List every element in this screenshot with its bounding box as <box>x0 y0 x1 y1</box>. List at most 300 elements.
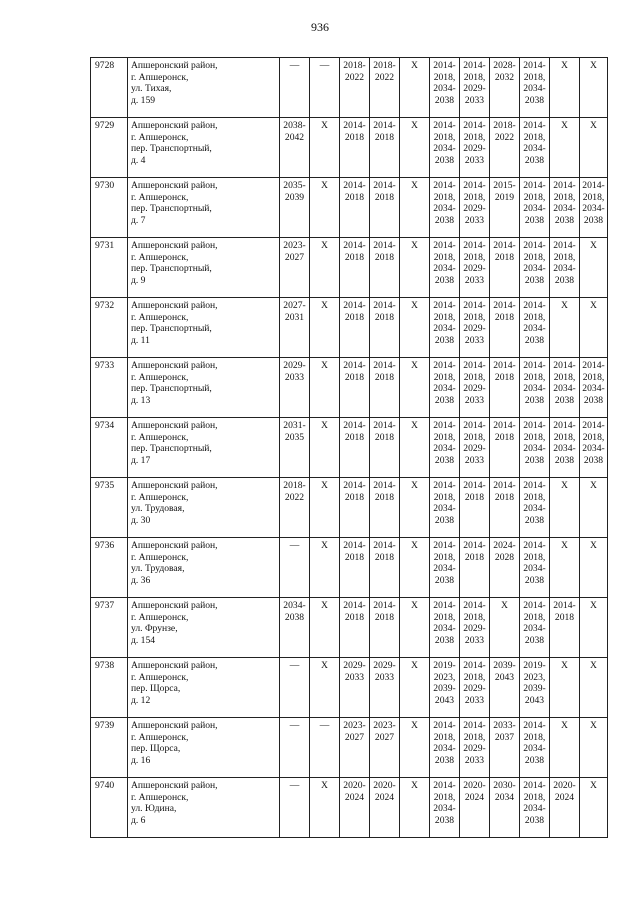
period-line: 2029- <box>463 743 486 755</box>
period-cell <box>520 358 550 418</box>
period-line: Х <box>590 120 597 131</box>
period-line: 2038 <box>554 455 575 467</box>
period-line: 2018 <box>494 491 515 503</box>
address-line: пер. Транспортный, <box>131 443 212 455</box>
table-row <box>91 778 608 838</box>
period-line: 2029- <box>463 203 486 215</box>
period-line: — <box>289 540 300 551</box>
period-line: 2018, <box>582 431 605 443</box>
period-line: 2014- <box>433 360 456 371</box>
period-line: 2014- <box>523 120 546 131</box>
period-line: 2034- <box>283 600 306 611</box>
address-line: Апшеронский район, <box>131 60 218 71</box>
period-line: 2014- <box>523 720 546 731</box>
period-line: 2014- <box>373 120 396 131</box>
period-line: 2029- <box>463 683 486 695</box>
address-cell <box>128 598 280 658</box>
period-cell <box>550 358 580 418</box>
row-number-cell <box>91 118 128 178</box>
period-line: 2018, <box>523 131 546 143</box>
period-line: 2029- <box>463 383 486 395</box>
period-cell <box>520 58 550 118</box>
period-line: 2038 <box>583 215 604 227</box>
row-number: 9733 <box>95 360 115 371</box>
period-line: 2034- <box>433 143 456 155</box>
period-line: 2014- <box>433 60 456 71</box>
period-line: 2014- <box>433 600 456 611</box>
row-number-cell <box>91 478 128 538</box>
row-number-cell <box>91 658 128 718</box>
period-cell <box>280 718 310 778</box>
period-line: 2018, <box>463 191 486 203</box>
period-cell <box>520 298 550 358</box>
address-line: Апшеронский район, <box>131 540 218 551</box>
period-cell <box>580 418 608 478</box>
address-line: ул. Трудовая, <box>131 563 185 575</box>
period-line: 2034- <box>523 83 546 95</box>
period-line: — <box>319 60 330 71</box>
period-line: 2018, <box>553 191 576 203</box>
period-line: 2037 <box>494 731 515 743</box>
period-cell <box>490 418 520 478</box>
period-cell <box>340 658 370 718</box>
period-cell <box>310 118 340 178</box>
period-cell <box>370 658 400 718</box>
table-row <box>91 598 608 658</box>
period-line: 2033 <box>464 635 485 647</box>
period-cell <box>370 58 400 118</box>
period-cell <box>430 358 460 418</box>
address-line: д. 7 <box>131 215 146 227</box>
period-cell <box>370 718 400 778</box>
period-cell <box>430 178 460 238</box>
period-line: Х <box>411 60 418 71</box>
period-line: 2014- <box>553 360 576 371</box>
address-line: г. Апшеронск, <box>131 71 189 83</box>
period-line: 2018 <box>494 251 515 263</box>
period-cell <box>370 118 400 178</box>
period-cell <box>520 778 550 838</box>
period-line: 2018, <box>433 791 456 803</box>
period-cell <box>280 58 310 118</box>
period-line: 2033 <box>464 275 485 287</box>
address-cell <box>128 298 280 358</box>
period-line: Х <box>590 480 597 491</box>
period-line: 2020- <box>343 780 366 791</box>
address-line: Апшеронский район, <box>131 300 218 311</box>
period-line: 2035- <box>283 180 306 191</box>
period-line: 2030- <box>493 780 516 791</box>
period-line: 2019- <box>523 660 546 671</box>
period-line: 2014- <box>493 360 516 371</box>
period-line: 2018- <box>373 60 396 71</box>
period-cell <box>550 658 580 718</box>
period-line: 2034- <box>553 263 576 275</box>
row-number: 9739 <box>95 720 115 731</box>
period-line: 2027 <box>374 731 395 743</box>
period-cell <box>460 358 490 418</box>
period-line: 2014- <box>523 360 546 371</box>
row-number: 9731 <box>95 240 115 251</box>
period-cell <box>310 418 340 478</box>
period-line: 2018, <box>523 71 546 83</box>
period-cell <box>400 418 430 478</box>
period-line: 2018, <box>523 611 546 623</box>
period-line: 2029- <box>463 263 486 275</box>
period-cell <box>490 298 520 358</box>
table-row <box>91 298 608 358</box>
period-cell <box>400 118 430 178</box>
period-cell <box>400 658 430 718</box>
period-cell <box>400 238 430 298</box>
period-line: 2014- <box>433 780 456 791</box>
period-line: 2023, <box>523 671 546 683</box>
period-line: 2024 <box>374 791 395 803</box>
table-row <box>91 718 608 778</box>
period-line: Х <box>590 300 597 311</box>
period-cell <box>490 178 520 238</box>
row-number-cell <box>91 298 128 358</box>
period-cell <box>340 718 370 778</box>
row-number-cell <box>91 238 128 298</box>
row-number: 9734 <box>95 420 115 431</box>
period-line: 2034- <box>523 143 546 155</box>
address-line: г. Апшеронск, <box>131 491 189 503</box>
period-line: Х <box>501 600 508 611</box>
period-line: 2023- <box>343 720 366 731</box>
period-line: 2018 <box>374 611 395 623</box>
period-line: 2033 <box>344 671 365 683</box>
period-cell <box>550 58 580 118</box>
period-line: 2038 <box>524 395 545 407</box>
period-line: 2038 <box>524 515 545 527</box>
period-line: — <box>289 60 300 71</box>
period-line: 2014- <box>523 480 546 491</box>
period-line: 2018, <box>463 311 486 323</box>
period-line: 2014- <box>523 180 546 191</box>
period-cell <box>280 358 310 418</box>
period-cell <box>550 718 580 778</box>
period-line: 2014- <box>343 360 366 371</box>
period-cell <box>580 658 608 718</box>
period-line: 2029- <box>373 660 396 671</box>
period-line: 2014- <box>463 240 486 251</box>
table-row <box>91 58 608 118</box>
period-line: 2029- <box>463 623 486 635</box>
period-cell <box>430 118 460 178</box>
period-cell <box>310 778 340 838</box>
period-line: 2038 <box>524 455 545 467</box>
period-line: 2018, <box>463 131 486 143</box>
period-cell <box>310 238 340 298</box>
period-cell <box>550 538 580 598</box>
period-line: 2018, <box>433 71 456 83</box>
address-line: ул. Тихая, <box>131 83 172 95</box>
table-row <box>91 418 608 478</box>
period-line: 2042 <box>284 131 305 143</box>
period-line: 2018, <box>433 371 456 383</box>
period-line: 2018, <box>582 371 605 383</box>
period-line: 2018 <box>374 191 395 203</box>
period-line: 2018 <box>344 131 365 143</box>
period-line: 2014- <box>553 420 576 431</box>
period-line: 2014- <box>433 300 456 311</box>
period-line: 2028 <box>494 551 515 563</box>
period-line: 2038 <box>524 815 545 827</box>
period-line: 2014- <box>433 480 456 491</box>
period-line: 2028- <box>493 60 516 71</box>
period-line: 2015- <box>493 180 516 191</box>
period-cell <box>580 178 608 238</box>
period-line: 2034- <box>523 803 546 815</box>
period-cell <box>400 58 430 118</box>
period-line: 2031 <box>284 311 305 323</box>
period-cell <box>280 118 310 178</box>
period-line: 2018, <box>553 371 576 383</box>
address-line: пер. Транспортный, <box>131 383 212 395</box>
address-line: ул. Фрунзе, <box>131 623 178 635</box>
period-cell <box>520 538 550 598</box>
address-line: д. 159 <box>131 95 156 107</box>
period-line: 2018 <box>374 251 395 263</box>
period-line: 2014- <box>433 540 456 551</box>
period-line: 2023, <box>433 671 456 683</box>
period-line: 2038 <box>434 155 455 167</box>
period-line: 2033 <box>464 215 485 227</box>
period-line: 2018 <box>344 191 365 203</box>
period-cell <box>580 358 608 418</box>
period-cell <box>430 718 460 778</box>
period-line: 2038 <box>524 215 545 227</box>
period-line: 2029- <box>463 443 486 455</box>
period-line: Х <box>411 720 418 731</box>
period-line: 2018 <box>374 311 395 323</box>
period-line: Х <box>590 720 597 731</box>
address-line: г. Апшеронск, <box>131 731 189 743</box>
address-line: д. 12 <box>131 695 151 707</box>
table-row <box>91 358 608 418</box>
period-line: Х <box>411 300 418 311</box>
period-cell <box>340 358 370 418</box>
period-line: Х <box>321 420 328 431</box>
period-line: 2018, <box>433 551 456 563</box>
period-line: 2018- <box>343 60 366 71</box>
period-line: 2034- <box>553 443 576 455</box>
period-line: Х <box>590 660 597 671</box>
housing-repair-schedule-table <box>90 57 608 838</box>
period-line: 2034- <box>523 383 546 395</box>
period-line: 2033 <box>464 755 485 767</box>
period-line: 2018, <box>553 431 576 443</box>
row-number: 9738 <box>95 660 115 671</box>
address-line: Апшеронский район, <box>131 780 218 791</box>
period-line: 2033- <box>493 720 516 731</box>
address-line: д. 16 <box>131 755 151 767</box>
period-cell <box>400 478 430 538</box>
period-cell <box>550 238 580 298</box>
period-line: 2018, <box>433 311 456 323</box>
period-line: 2033 <box>374 671 395 683</box>
period-line: 2024- <box>493 540 516 551</box>
period-line: Х <box>590 780 597 791</box>
table-row <box>91 478 608 538</box>
period-line: 2034- <box>433 503 456 515</box>
period-cell <box>340 58 370 118</box>
period-line: 2038 <box>434 395 455 407</box>
address-line: пер. Транспортный, <box>131 323 212 335</box>
period-line: 2034 <box>494 791 515 803</box>
period-cell <box>310 298 340 358</box>
period-line: 2014- <box>463 180 486 191</box>
period-cell <box>430 58 460 118</box>
period-line: 2018 <box>374 371 395 383</box>
period-line: 2029- <box>283 360 306 371</box>
period-line: 2014- <box>343 180 366 191</box>
period-line: 2014- <box>343 240 366 251</box>
period-line: 2034- <box>433 803 456 815</box>
period-cell <box>550 418 580 478</box>
period-cell <box>370 778 400 838</box>
period-cell <box>490 718 520 778</box>
period-line: 2014- <box>343 480 366 491</box>
period-line: 2034- <box>433 443 456 455</box>
period-cell <box>550 778 580 838</box>
period-line: 2022 <box>344 71 365 83</box>
address-line: г. Апшеронск, <box>131 131 189 143</box>
period-cell <box>430 598 460 658</box>
period-line: 2034- <box>553 203 576 215</box>
address-cell <box>128 658 280 718</box>
period-line: Х <box>561 60 568 71</box>
period-cell <box>580 538 608 598</box>
period-cell <box>490 658 520 718</box>
period-line: 2014- <box>433 720 456 731</box>
period-line: 2034- <box>523 263 546 275</box>
period-line: 2022 <box>284 491 305 503</box>
period-cell <box>340 778 370 838</box>
row-number-cell <box>91 598 128 658</box>
period-line: 2034- <box>582 383 605 395</box>
period-line: 2038 <box>524 275 545 287</box>
period-cell <box>430 778 460 838</box>
period-line: 2034- <box>433 203 456 215</box>
period-line: 2034- <box>582 203 605 215</box>
period-line: 2014- <box>463 420 486 431</box>
period-line: 2018 <box>464 491 485 503</box>
address-line: д. 30 <box>131 515 151 527</box>
period-line: — <box>289 720 300 731</box>
row-number-cell <box>91 58 128 118</box>
period-line: 2034- <box>433 623 456 635</box>
period-line: Х <box>590 600 597 611</box>
period-line: 2034- <box>433 563 456 575</box>
period-line: 2038 <box>284 611 305 623</box>
period-line: 2018, <box>553 251 576 263</box>
table-row <box>91 238 608 298</box>
period-line: 2033 <box>464 455 485 467</box>
period-line: Х <box>590 240 597 251</box>
period-line: 2018 <box>344 431 365 443</box>
period-line: 2018 <box>374 551 395 563</box>
period-cell <box>340 478 370 538</box>
address-cell <box>128 418 280 478</box>
period-line: 2039- <box>433 683 456 695</box>
period-line: 2018 <box>344 311 365 323</box>
address-line: г. Апшеронск, <box>131 431 189 443</box>
address-line: Апшеронский район, <box>131 660 218 671</box>
period-cell <box>580 238 608 298</box>
period-cell <box>340 298 370 358</box>
period-line: 2033 <box>464 395 485 407</box>
period-line: 2014- <box>523 300 546 311</box>
period-line: 2019 <box>494 191 515 203</box>
period-line: 2018, <box>523 551 546 563</box>
period-line: 2014- <box>373 240 396 251</box>
period-line: 2014- <box>493 240 516 251</box>
period-line: 2014- <box>463 540 486 551</box>
period-cell <box>460 58 490 118</box>
period-line: 2038 <box>583 455 604 467</box>
period-line: Х <box>321 360 328 371</box>
period-line: Х <box>411 480 418 491</box>
period-line: Х <box>411 420 418 431</box>
period-line: 2033 <box>464 95 485 107</box>
period-cell <box>580 778 608 838</box>
period-line: — <box>289 660 300 671</box>
period-line: 2018, <box>463 71 486 83</box>
period-cell <box>520 478 550 538</box>
period-cell <box>520 658 550 718</box>
table-row <box>91 178 608 238</box>
address-line: г. Апшеронск, <box>131 791 189 803</box>
table-row <box>91 118 608 178</box>
period-line: 2033 <box>464 155 485 167</box>
period-line: 2018 <box>344 611 365 623</box>
period-line: 2018, <box>523 311 546 323</box>
period-line: 2020- <box>463 780 486 791</box>
period-cell <box>370 598 400 658</box>
period-line: 2024 <box>554 791 575 803</box>
period-line: 2018, <box>433 431 456 443</box>
period-line: 2014- <box>463 300 486 311</box>
row-number: 9728 <box>95 60 115 71</box>
address-line: Апшеронский район, <box>131 600 218 611</box>
period-cell <box>310 358 340 418</box>
period-cell <box>490 598 520 658</box>
period-cell <box>340 598 370 658</box>
period-cell <box>430 418 460 478</box>
period-cell <box>430 538 460 598</box>
period-line: 2029- <box>463 83 486 95</box>
period-line: 2023- <box>373 720 396 731</box>
period-line: 2018, <box>463 371 486 383</box>
period-line: 2038 <box>554 275 575 287</box>
period-line: 2038 <box>434 275 455 287</box>
period-cell <box>340 178 370 238</box>
period-cell <box>310 178 340 238</box>
period-cell <box>310 478 340 538</box>
period-line: 2018 <box>374 431 395 443</box>
row-number: 9735 <box>95 480 115 491</box>
period-line: 2018, <box>523 791 546 803</box>
period-line: 2034- <box>433 83 456 95</box>
period-line: 2029- <box>463 143 486 155</box>
period-line: 2014- <box>523 420 546 431</box>
period-line: 2018 <box>494 371 515 383</box>
period-line: Х <box>590 540 597 551</box>
period-line: 2038 <box>524 755 545 767</box>
period-cell <box>280 238 310 298</box>
